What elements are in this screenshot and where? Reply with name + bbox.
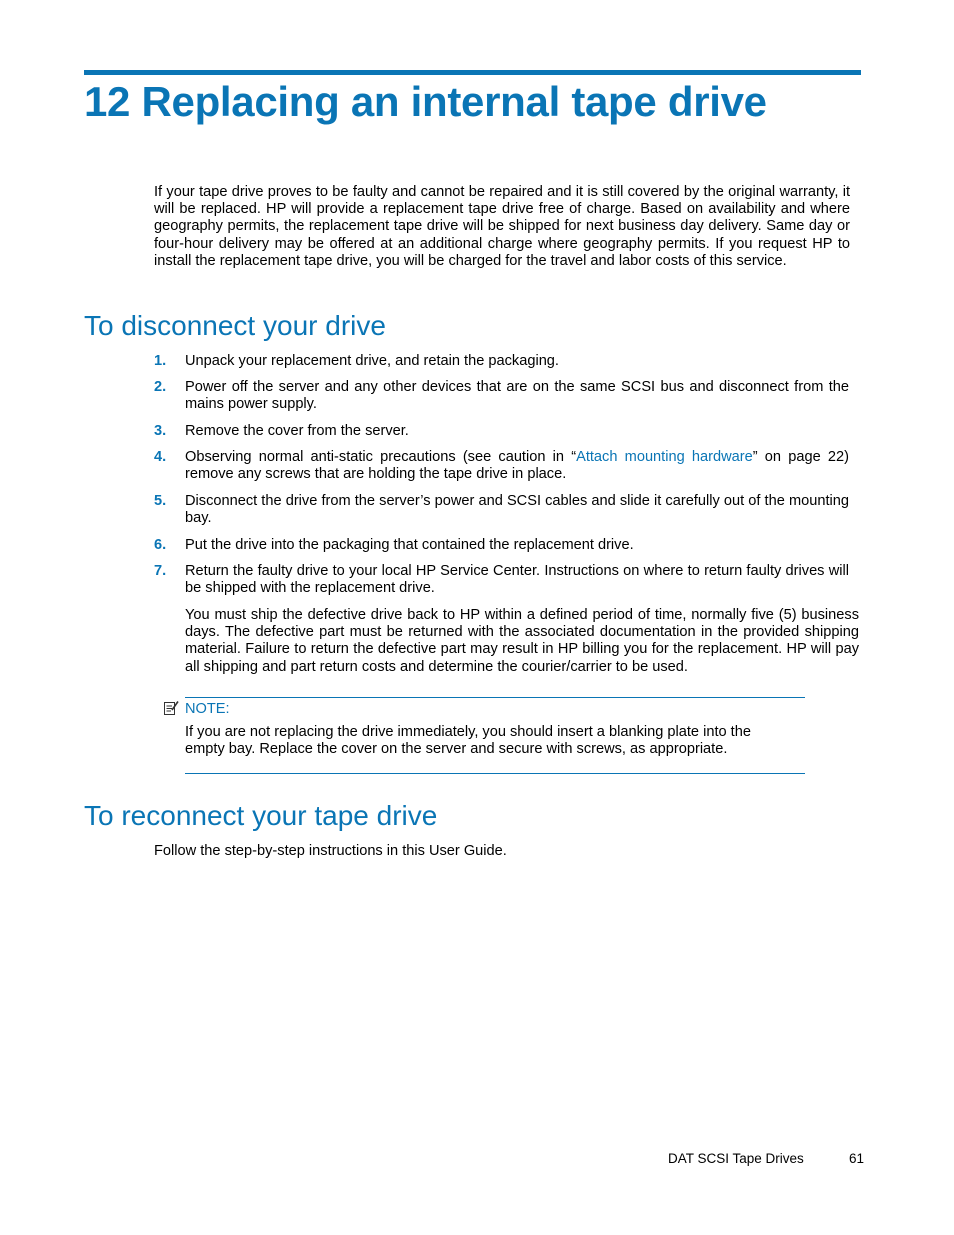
- step-number: 3.: [154, 423, 167, 439]
- footer-doc-title: DAT SCSI Tape Drives: [668, 1151, 804, 1166]
- step-number: 4.: [154, 449, 167, 465]
- step-number: 7.: [154, 563, 167, 579]
- step-text: Put the drive into the packaging that contained the replacement drive.: [185, 537, 634, 553]
- note-icon: [163, 700, 179, 716]
- chapter-title: 12 Replacing an internal tape drive: [84, 78, 767, 125]
- reconnect-text: Follow the step-by-step instructions in this User Guide.: [154, 843, 507, 859]
- disconnect-section-title: To disconnect your drive: [84, 310, 386, 341]
- step-text: Disconnect the drive from the server’s power and SCSI cables and slide it carefully out of the mounting bay.: [185, 493, 849, 527]
- step-number: 5.: [154, 493, 167, 509]
- chapter-rule: [84, 70, 861, 75]
- step-7-detail: You must ship the defective drive back to HP within a defined period of time, normally five (5) business days. The defective part must be returned with the associated documentation in the provided shipping material. Failure to return the defective part may result in HP billing you for the replacement. HP will pay all shipping and part return costs and determine the courier/carrier to be used.: [185, 607, 859, 675]
- note-label: NOTE:: [185, 701, 230, 717]
- intro-paragraph: If your tape drive proves to be faulty and cannot be repaired and it is still covered by the original warranty, it will be replaced. HP will provide a replacement tape drive free of charge. Based on availability and where geography permits, the replacement tape drive will be shipped for next business day delivery. Same day or four-hour delivery may be offered at an additional charge where geography permits. If you request HP to install the replacement tape drive, you will be charged for the travel and labor costs of this service.: [154, 184, 850, 269]
- step-text-before: Observing normal anti-static precautions (see caution in “: [185, 449, 577, 465]
- note-text: If you are not replacing the drive immediately, you should insert a blanking plate into the empty bay. Replace the cover on the server and secure with screws, as appropriate.: [185, 724, 751, 758]
- note-top-rule: [185, 697, 805, 698]
- step-text: [185, 449, 849, 483]
- step-text: Return the faulty drive to your local HP Service Center. Instructions on where to return faulty drives will be shipped with the replacement drive.: [185, 563, 849, 597]
- step-number: 2.: [154, 379, 167, 395]
- note-bottom-rule: [185, 773, 805, 774]
- step-number: 6.: [154, 537, 167, 553]
- step-text-after: ” on page 22) remove any screws that are holding the tape drive in place.: [185, 449, 849, 483]
- reconnect-section-title: To reconnect your tape drive: [84, 800, 438, 831]
- step-text: Remove the cover from the server.: [185, 423, 409, 439]
- footer-page-number: 61: [849, 1151, 865, 1166]
- step-text: Unpack your replacement drive, and retain the packaging.: [185, 353, 559, 369]
- step-text: Power off the server and any other devices that are on the same SCSI bus and disconnect from the mains power supply.: [185, 379, 849, 413]
- attach-mounting-hardware-link[interactable]: Attach mounting hardware: [576, 449, 753, 465]
- step-number: 1.: [154, 353, 167, 369]
